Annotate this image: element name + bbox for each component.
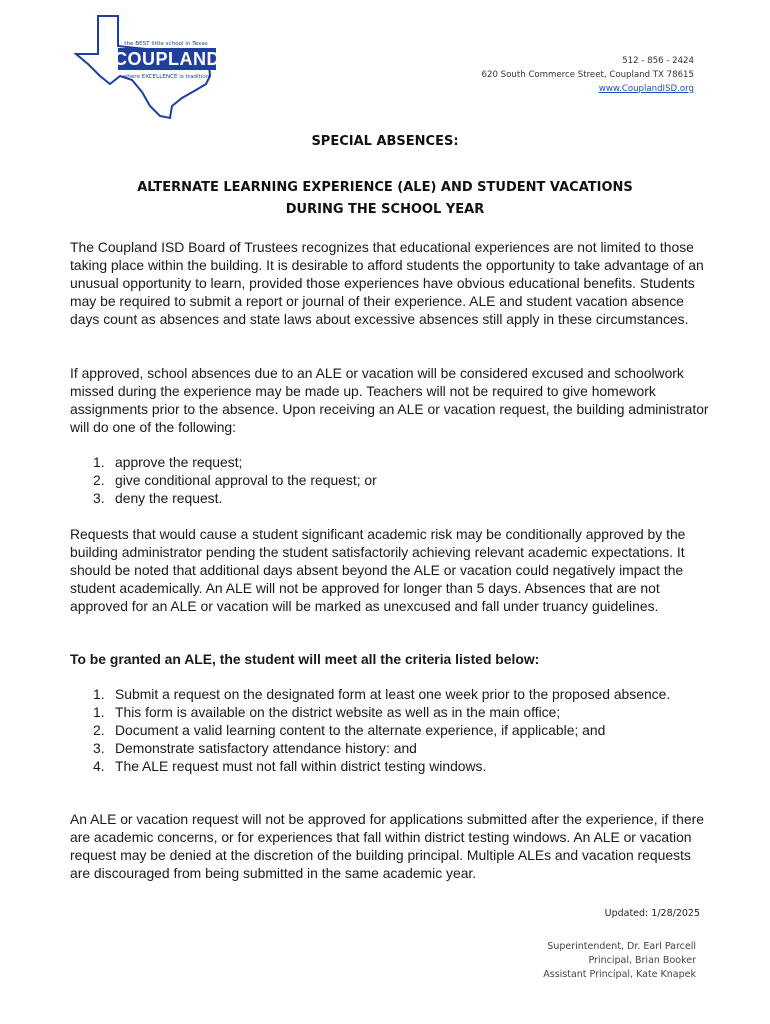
list-number: 1. (93, 686, 105, 702)
list-number: 3. (93, 740, 105, 756)
website-link[interactable]: www.CouplandISD.org (598, 84, 694, 94)
paragraph-3-text: Requests that would cause a student significant academic risk may be conditionally approved by the building administrator pending the student satisfactorily achieving relevant academic expectations. It should be noted that additional days absent beyond the ALE or vacation could negatively impact the student academically. An ALE will not be approved for longer than 5 days. Absences that are not approved for an ALE or vacation will be marked as unexcused and fall under truancy guidelines. (70, 526, 686, 614)
document-title: SPECIAL ABSENCES: (311, 134, 459, 149)
options-list (70, 453, 710, 507)
assistant-principal-name: Assistant Principal, Kate Knapek (543, 969, 696, 980)
list-number: 1. (93, 704, 105, 720)
paragraph-2-text: If approved, school absences due to an ALE or vacation will be considered excused and schoolwork missed during the experience may be made up. Teachers will not be required to give homework assignments prior to the absence. Upon receiving an ALE or vacation request, the building administrator will do one of the following: (70, 365, 709, 435)
paragraph-1-text: The Coupland ISD Board of Trustees recognizes that educational experiences are not limited to those taking place within the building. It is desirable to afford students the opportunity to take advantage of an unusual opportunity to learn, provided those experiences have obvious educational benefits. Students may be required to submit a report or journal of their experience. ALE and student vacation absence days count as absences and state laws about excessive absences still apply in these circumstances. (70, 239, 704, 327)
list-item (70, 757, 710, 775)
list-number: 2. (93, 472, 105, 488)
paragraph-2 (70, 364, 710, 436)
paragraph-3 (70, 525, 710, 615)
paragraph-1 (70, 238, 710, 328)
list-item (70, 453, 710, 471)
list-text: Document a valid learning content to the alternate experience, if applicable; and (115, 722, 606, 738)
logo-brand-text: COUPLAND (114, 49, 220, 69)
contact-block (482, 54, 694, 96)
criteria-list (70, 685, 710, 775)
list-text: Demonstrate satisfactory attendance history: and (115, 740, 417, 756)
logo-tagline-top: the BEST little school in Texas (124, 41, 208, 47)
list-item (70, 685, 710, 703)
list-item (70, 471, 710, 489)
updated-date: Updated: 1/28/2025 (604, 908, 700, 919)
district-logo (74, 12, 224, 120)
superintendent-name: Superintendent, Dr. Earl Parcell (547, 941, 696, 952)
subtitle-line-1: ALTERNATE LEARNING EXPERIENCE (ALE) AND STUDENT VACATIONS (137, 180, 633, 195)
contact-phone: 512 - 856 - 2424 (622, 56, 694, 66)
list-text: This form is available on the district website as well as in the main office; (115, 704, 561, 720)
contact-address: 620 South Commerce Street, Coupland TX 78615 (481, 70, 694, 80)
paragraph-4-text: An ALE or vacation request will not be approved for applications submitted after the experience, if there are academic concerns, or for experiences that fall within district testing windows. An ALE or vacation request may be denied at the discretion of the building principal. Multiple ALEs and vacation requests are discouraged from being submitted in the same academic year. (70, 811, 704, 881)
list-item (70, 721, 710, 739)
list-text: deny the request. (115, 490, 223, 506)
list-text: approve the request; (115, 454, 243, 470)
list-text: Submit a request on the designated form at least one week prior to the proposed absence. (115, 686, 671, 702)
list-number: 3. (93, 490, 105, 506)
list-item (70, 703, 710, 721)
principal-name: Principal, Brian Booker (588, 955, 696, 966)
list-number: 1. (93, 454, 105, 470)
texas-logo-graphic (74, 12, 224, 120)
list-number: 4. (93, 758, 105, 774)
list-text: give conditional approval to the request; or (115, 472, 377, 488)
criteria-heading: To be granted an ALE, the student will meet all the criteria listed below: (70, 651, 540, 667)
paragraph-4 (70, 810, 710, 882)
logo-tagline-bottom: where EXCELLENCE is tradition (122, 74, 210, 80)
document-subtitle (0, 177, 770, 221)
signoff-block (543, 940, 696, 982)
list-number: 2. (93, 722, 105, 738)
list-item (70, 489, 710, 507)
subtitle-line-2: DURING THE SCHOOL YEAR (285, 202, 485, 217)
list-text: The ALE request must not fall within district testing windows. (115, 758, 487, 774)
list-item (70, 739, 710, 757)
